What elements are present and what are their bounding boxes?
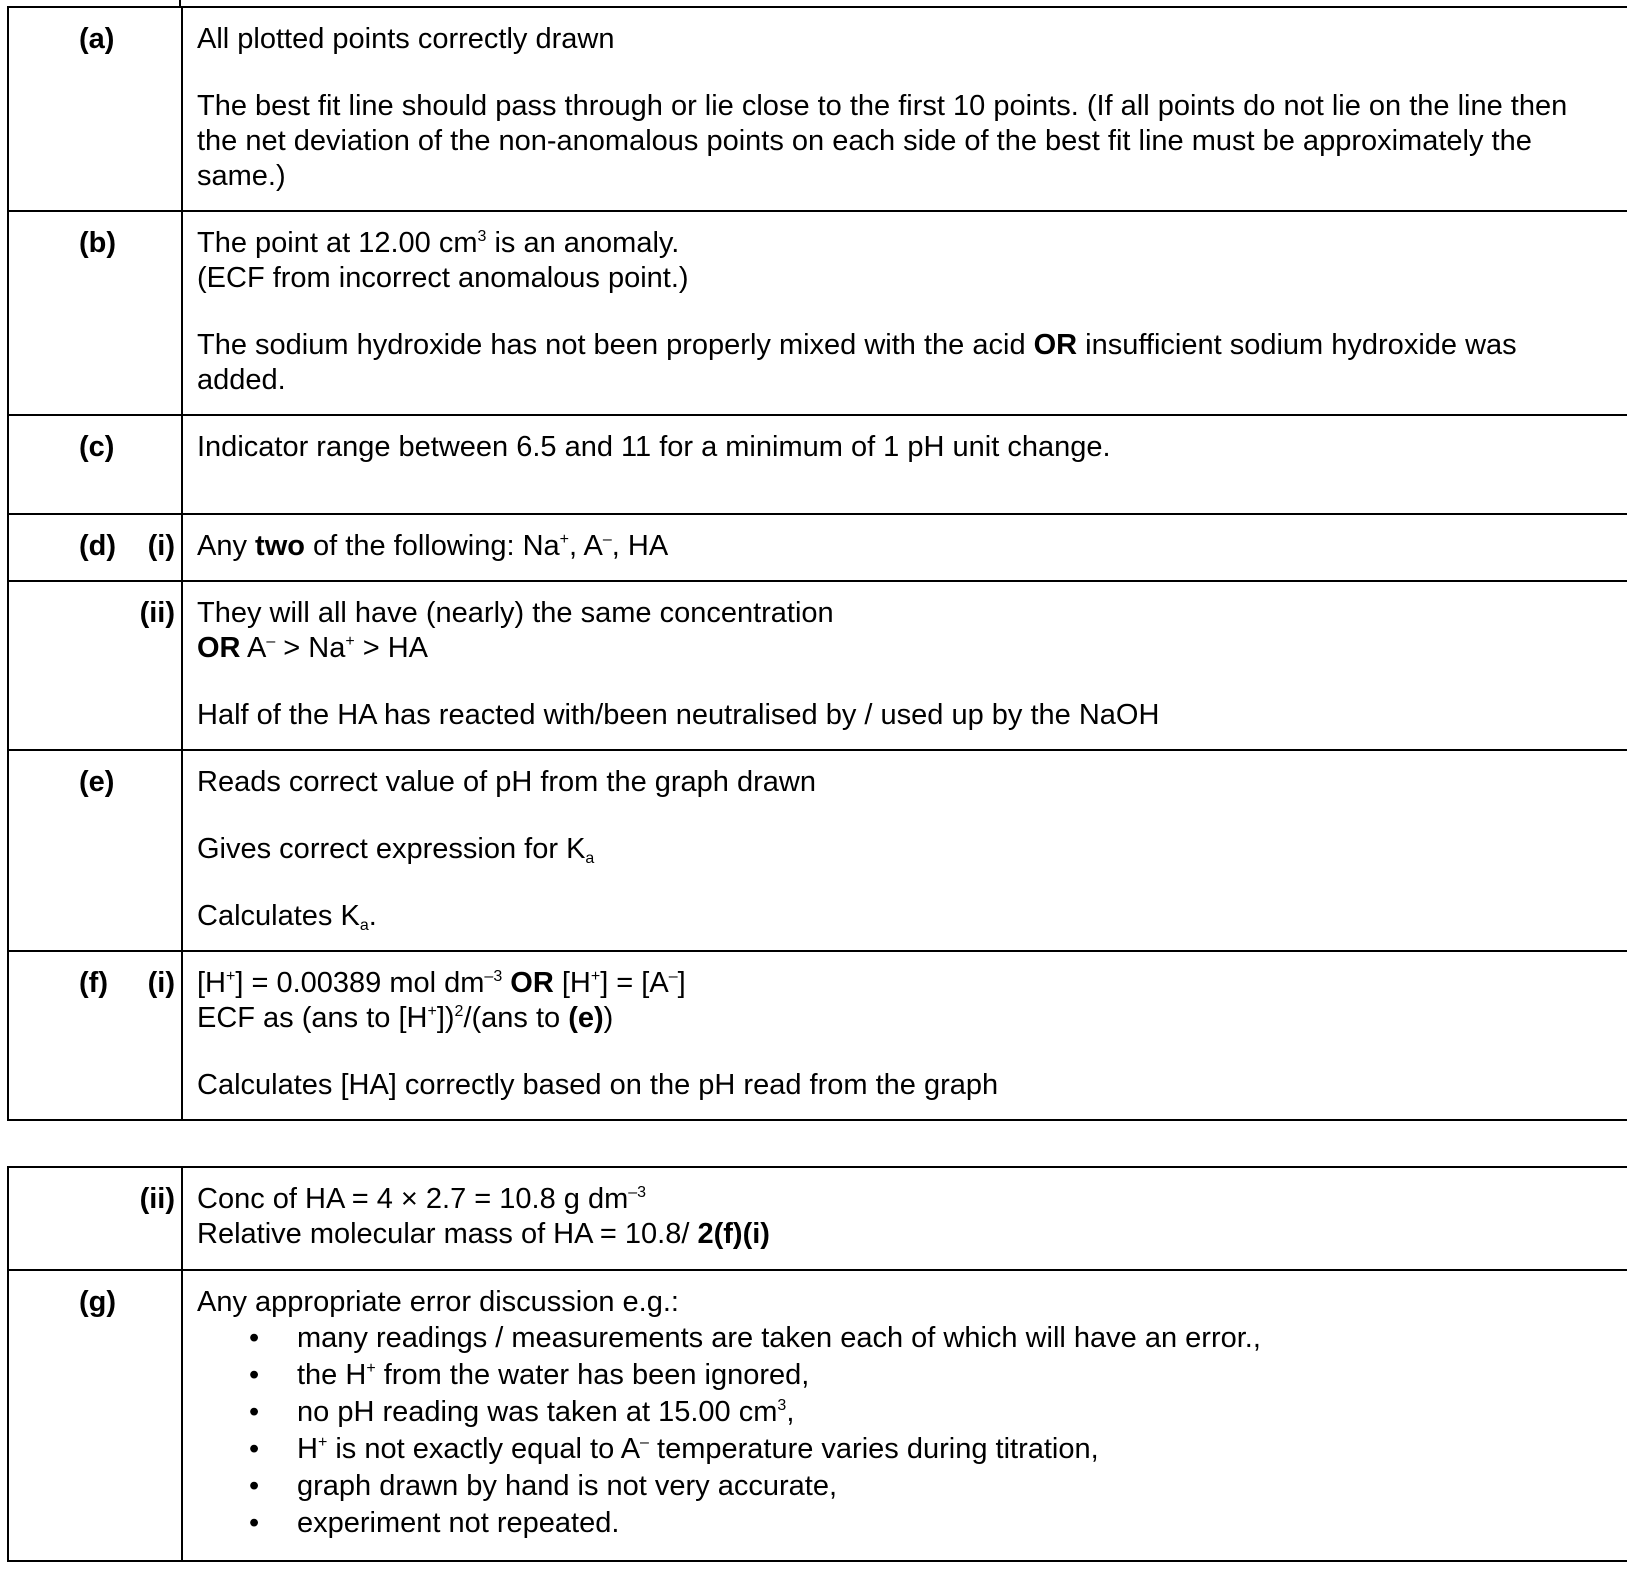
row-f-i-line1: [H+] = 0.00389 mol $dm^{-3}$ OR [H+] = [A–]	[197, 967, 686, 999]
row-b-paragraph: The sodium hydroxide has not been properly mixed with the acid OR insufficient sodium hydroxide was added.	[197, 329, 1517, 396]
part-label-a: (a)	[79, 23, 115, 55]
row-b-line1: The point at 12.00 $cm^3$ is an anomaly.	[197, 227, 680, 259]
row-b	[8, 211, 1627, 415]
list-item: • experiment not repeated.	[297, 1505, 1607, 1542]
row-f-i-line2: ECF as (ans to [H+])$^2$/(ans to (e))	[197, 1002, 614, 1034]
row-d-ii-line1: They will all have (nearly) the same concentration	[197, 597, 834, 629]
row-f-i	[8, 951, 1627, 1120]
error-bullet-list	[197, 1320, 1607, 1542]
row-f-ii-line2: Relative molecular mass of HA = 10.8/ 2(f)(i)	[197, 1218, 770, 1250]
row-e-line1: Reads correct value of pH from the graph drawn	[197, 766, 816, 798]
row-d-ii-line3: Half of the HA has reacted with/been neutralised by / used up by the NaOH	[197, 699, 1160, 731]
part-label-g: (g)	[79, 1286, 117, 1318]
subpart-label-d-ii: (ii)	[139, 597, 175, 629]
part-label-f: (f)	[79, 967, 108, 999]
row-c-line1: Indicator range between 6.5 and 11 for a minimum of 1 pH unit change.	[197, 431, 1111, 463]
row-e-line2: Gives correct expression for $K_a$	[197, 833, 595, 867]
list-item: • many readings / measurements are taken each of which will have an error.,	[297, 1320, 1607, 1357]
row-f-ii	[8, 1167, 1627, 1270]
row-d-ii	[8, 581, 1627, 750]
part-label-b: (b)	[79, 227, 117, 259]
row-c	[8, 415, 1627, 514]
part-label-d: (d)	[79, 530, 117, 562]
list-item: • H+ is not exactly equal to A– temperature varies during titration,	[297, 1431, 1607, 1468]
list-item: • no pH reading was taken at 15.00 $cm^3$,	[297, 1394, 1607, 1431]
row-f-ii-line1: Conc of HA = 4 × 2.7 = 10.8 g $dm^{-3}$	[197, 1183, 647, 1215]
subpart-label-f-ii: (ii)	[139, 1183, 175, 1215]
row-d-i-line1: Any two of the following: Na+, A–, HA	[197, 530, 669, 562]
row-g	[8, 1270, 1627, 1561]
row-a-line1: All plotted points correctly drawn	[197, 23, 615, 55]
mark-scheme-table-1	[7, 6, 1627, 1121]
row-e-line3: Calculates $K_a$.	[197, 900, 377, 934]
subpart-label-d-i: (i)	[147, 530, 175, 562]
list-item: • graph drawn by hand is not very accurate,	[297, 1468, 1607, 1505]
part-label-c: (c)	[79, 431, 115, 463]
row-d-ii-line2: OR A– > Na+ > HA	[197, 632, 429, 664]
list-item: • the H+ from the water has been ignored,	[297, 1357, 1607, 1394]
row-g-intro: Any appropriate error discussion e.g.:	[197, 1286, 679, 1318]
part-label-e: (e)	[79, 766, 115, 798]
row-d-i	[8, 514, 1627, 581]
mark-scheme-table-2	[7, 1166, 1627, 1562]
row-a	[8, 7, 1627, 211]
subpart-label-f-i: (i)	[147, 967, 175, 999]
row-f-i-line3: Calculates [HA] correctly based on the pH read from the graph	[197, 1069, 999, 1101]
row-e	[8, 750, 1627, 951]
row-a-paragraph: The best fit line should pass through or lie close to the first 10 points. (If all points do not lie on the line then the net deviation of the non-anomalous points on each side of the best fit line must be approximately the same.)	[197, 90, 1568, 192]
row-b-line2: (ECF from incorrect anomalous point.)	[197, 262, 689, 294]
